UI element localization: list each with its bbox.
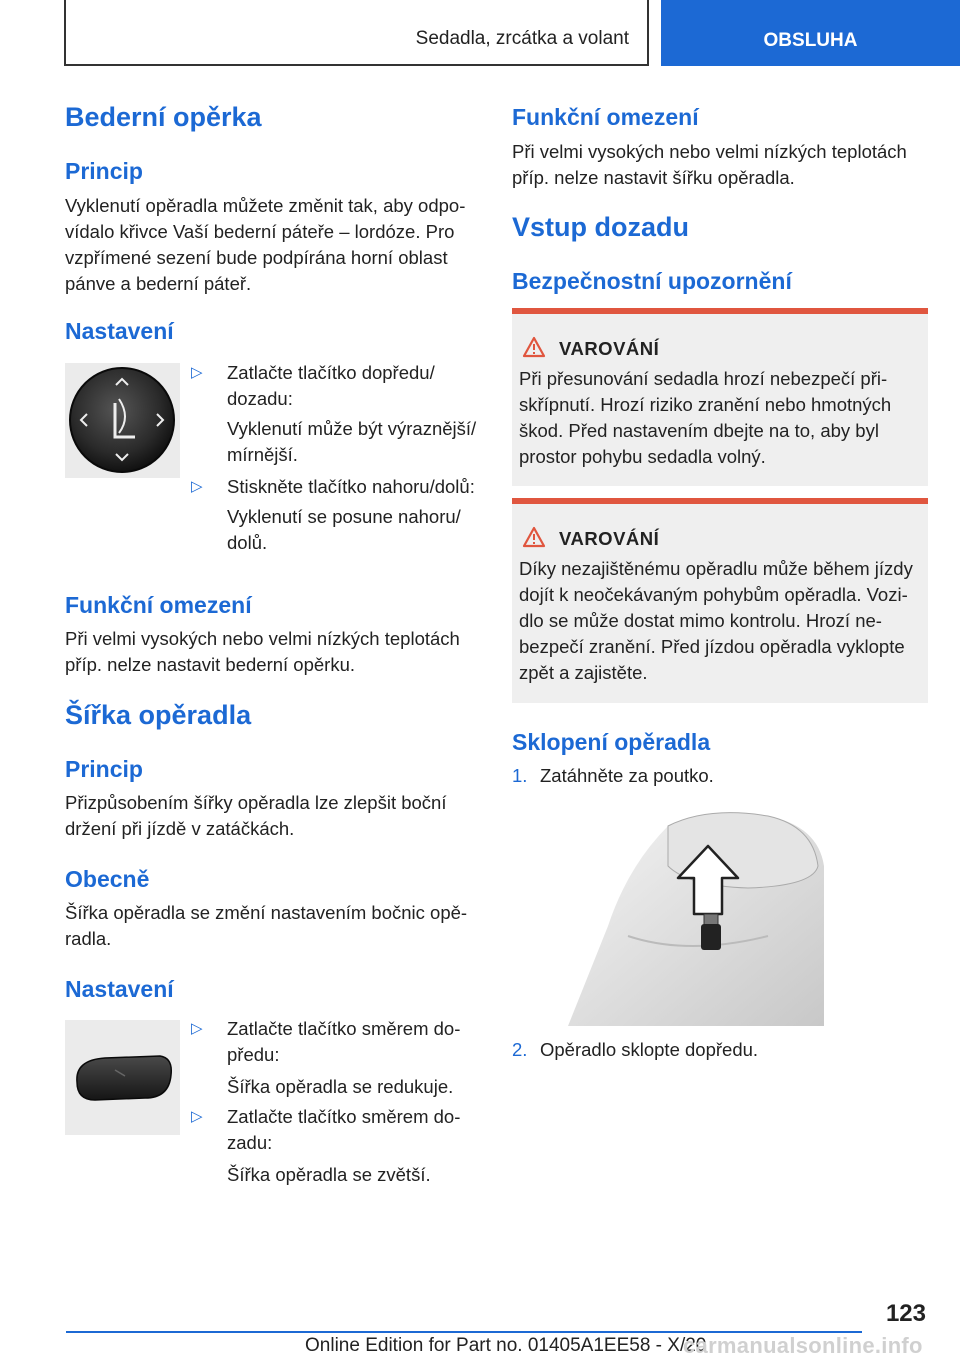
triangle-bullet-icon: ▷ [191,478,203,495]
heading-setting-2: Nastavení [65,976,174,1002]
paragraph-principle-2: Přizpůsobením šířky opěradla lze zlepšit boční držení při jízdě v zatáčkách. [65,792,447,839]
warning-triangle-icon [522,336,546,358]
paragraph-principle: Vyklenutí opěradla můžete změnit tak, aby odpo- vídalo křivce Vaší bederní páteře – lordóze. Pro vzpřímené sezení bude podpírána horní oblast pánve a bederní páteř. [65,195,466,294]
triangle-bullet-icon: ▷ [191,1108,203,1125]
heading-principle-2: Princip [65,756,143,782]
warning-box [512,308,928,486]
heading-lumbar-support: Bederní opěrka [65,102,262,132]
warning-box [512,498,928,703]
step-text: Opěradlo sklopte dopředu. [540,1039,759,1060]
step-number: 1. [512,765,528,786]
heading-setting: Nastavení [65,318,174,344]
page-header [0,0,960,66]
seat-fold-image [568,806,824,1026]
lumbar-switch-image [65,363,180,478]
chapter-tab[interactable]: OBSLUHA [661,0,960,66]
step-text: Zatáhněte za poutko. [540,765,714,786]
heading-principle: Princip [65,158,143,184]
footer-edition: Online Edition for Part no. 01405A1EE58 - X/20 [305,1335,707,1356]
page-number: 123 [885,1300,926,1327]
heading-rear-entry: Vstup dozadu [512,212,689,242]
paragraph-general: Šířka opěradla se změní nastavením bočnic opě- radla. [65,902,468,949]
warning-label: VAROVÁNÍ [559,338,660,359]
step-number: 2. [512,1039,528,1060]
heading-fold-backrest: Sklopení opěradla [512,729,711,755]
triangle-bullet-icon: ▷ [191,364,203,381]
header-frame [64,0,649,66]
warning-label: VAROVÁNÍ [559,528,660,549]
heading-safety-notes: Bezpečnostní upozornění [512,268,792,294]
heading-general: Obecně [65,866,150,892]
warning-triangle-icon [522,526,546,548]
triangle-bullet-icon: ▷ [191,1020,203,1037]
paragraph-function-limits-2: Při velmi vysokých nebo velmi nízkých teplotách příp. nelze nastavit šířku opěradla. [512,141,907,188]
width-switch-image [65,1020,180,1135]
paragraph-function-limits: Při velmi vysokých nebo velmi nízkých teplotách příp. nelze nastavit bederní opěrku. [65,628,460,675]
list-item [512,1037,912,1063]
heading-function-limits: Funkční omezení [65,592,252,618]
watermark[interactable]: carmanualsonline.info [683,1333,923,1358]
warning-text: Díky nezajištěnému opěradlu může během jízdy dojít k neočekávaným pohybům opěradla. Vozi- dlo se může dostat mimo kontrolu. Hrozí ne- bezpečí zranění. Před jízdou opěradla vyklopte zpět a zajistěte. [519,558,913,683]
list-item [512,763,912,789]
section-title: Sedadla, zrcátka a volant [415,28,629,49]
heading-backrest-width: Šířka opěradla [65,700,252,730]
heading-function-limits-2: Funkční omezení [512,104,699,130]
warning-text: Při přesunování sedadla hrozí nebezpečí při- skřípnutí. Hrozí riziko zranění nebo hmotných škod. Před nastavením dbejte na to, aby byl prostor pohybu sedadla volný. [519,368,892,467]
